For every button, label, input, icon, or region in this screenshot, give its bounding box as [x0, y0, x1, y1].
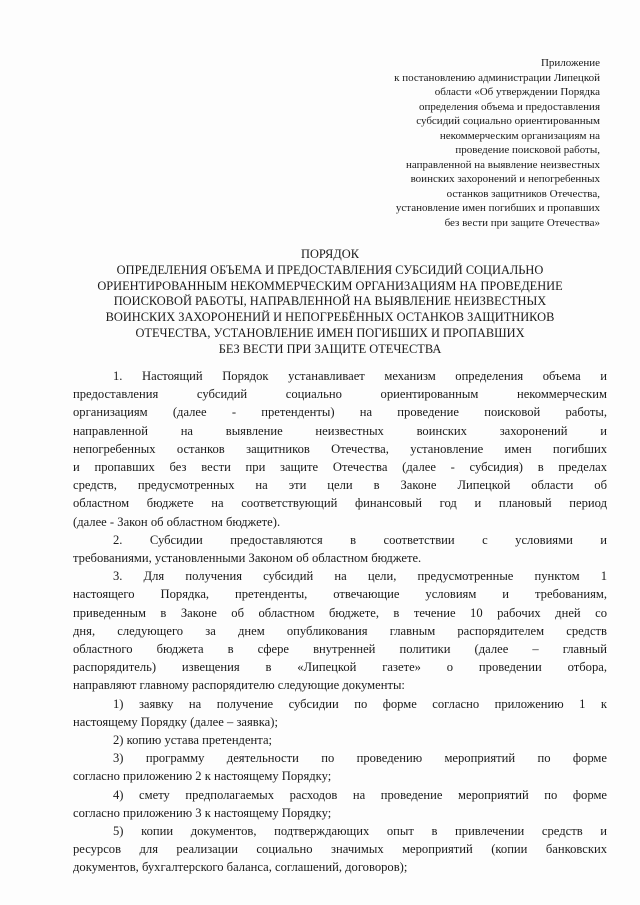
- appendix-header: [300, 56, 600, 230]
- text-line: настоящему Порядку (далее – заявка);: [73, 714, 278, 729]
- text-line: непогребенных останков защитников Отечества, установление имен погибших: [73, 441, 607, 456]
- text-line: 1. Настоящий Порядок устанавливает механизм определения объема и: [113, 369, 607, 383]
- text-line: направляют главному распорядителю следующие документы:: [73, 678, 405, 693]
- text-line: областном бюджете на соответствующий финансовый год и плановый период: [73, 496, 607, 511]
- text-line: средств, предусмотренных на эти цели в Законе Липецкой области об: [73, 478, 607, 493]
- list-item-5: [73, 822, 607, 877]
- list-item-3: [73, 749, 607, 785]
- appendix-line: Приложение: [540, 57, 600, 69]
- appendix-line: установление имен погибших и пропавших: [395, 202, 600, 214]
- list-item-1: [73, 695, 607, 731]
- text-line: дня, следующего за днем опубликования главным распорядителем средств: [73, 623, 607, 638]
- document-title: [70, 247, 590, 358]
- title-line: ОПРЕДЕЛЕНИЯ ОБЪЕМА И ПРЕДОСТАВЛЕНИЯ СУБСИДИЙ СОЦИАЛЬНО: [116, 262, 544, 277]
- paragraph-1: [73, 367, 607, 531]
- text-line: настоящего Порядка, претенденты, отвечающие условиям и требованиям,: [73, 587, 607, 602]
- document-body: [73, 367, 607, 877]
- list-item-4: [73, 786, 607, 822]
- text-line: 2) копию устава претендента;: [113, 733, 273, 748]
- text-line: 1) заявку на получение субсидии по форме согласно приложению 1 к: [113, 696, 607, 711]
- text-line: ресурсов для реализации социально значимых мероприятий (копии банковских: [73, 842, 607, 857]
- title-line: БЕЗ ВЕСТИ ПРИ ЗАЩИТЕ ОТЕЧЕСТВА: [218, 341, 442, 356]
- appendix-line: некоммерческим организациям на: [439, 129, 600, 142]
- title-line: ПОРЯДОК: [301, 247, 359, 261]
- text-line: распорядитель) извещения в «Липецкой газете» о проведении отбора,: [73, 660, 607, 675]
- title-line: ВОИНСКИХ ЗАХОРОНЕНИЙ И НЕПОГРЕБЁННЫХ ОСТАНКОВ ЗАЩИТНИКОВ: [105, 310, 555, 325]
- text-line: документов, бухгалтерского баланса, соглашений, договоров);: [73, 860, 408, 875]
- text-line: предоставления субсидий социально ориентированным некоммерческим: [73, 387, 607, 402]
- appendix-line: останков защитников Отечества,: [446, 187, 600, 200]
- text-line: и пропавших без вести при защите Отечества (далее - субсидия) в пределах: [73, 460, 607, 475]
- title-line: ОРИЕНТИРОВАННЫМ НЕКОММЕРЧЕСКИМ ОРГАНИЗАЦИЯМ НА ПРОВЕДЕНИЕ: [97, 278, 563, 293]
- text-line: 2. Субсидии предоставляются в соответствии с условиями и: [113, 532, 607, 547]
- appendix-line: субсидий социально ориентированным: [416, 115, 600, 127]
- list-item-2: [113, 731, 607, 749]
- appendix-line: определения объема и предоставления: [418, 100, 600, 113]
- appendix-line: воинских захоронений и непогребенных: [410, 173, 600, 185]
- appendix-line: направленной на выявление неизвестных: [406, 158, 600, 171]
- appendix-line: к постановлению администрации Липецкой: [394, 71, 600, 84]
- text-line: 3) программу деятельности по проведению мероприятий по форме: [113, 751, 607, 766]
- text-line: областного бюджета в сфере внутренней политики (далее – главный: [73, 642, 607, 657]
- appendix-line: без вести при защите Отечества»: [444, 216, 600, 229]
- text-line: 3. Для получения субсидий на цели, предусмотренные пунктом 1: [113, 569, 607, 584]
- title-line: ПОИСКОВОЙ РАБОТЫ, НАПРАВЛЕННОЙ НА ВЫЯВЛЕНИЕ НЕИЗВЕСТНЫХ: [113, 294, 547, 309]
- text-line: (далее - Закон об областном бюджете).: [73, 514, 281, 529]
- appendix-line: проведение поисковой работы,: [455, 144, 600, 156]
- paragraph-2: [73, 531, 607, 567]
- text-line: требованиями, установленными Законом об областном бюджете.: [73, 551, 422, 566]
- text-line: приведенным в Законе об областном бюджете, в течение 10 рабочих дней со: [73, 605, 607, 620]
- text-line: согласно приложению 3 к настоящему Порядку;: [73, 805, 332, 820]
- appendix-line: области «Об утверждении Порядка: [434, 86, 600, 98]
- text-line: организациям (далее - претенденты) на проведение поисковой работы,: [73, 405, 607, 420]
- title-line: ОТЕЧЕСТВА, УСТАНОВЛЕНИЕ ИМЕН ПОГИБШИХ И ПРОПАВШИХ: [135, 325, 525, 340]
- text-line: 4) смету предполагаемых расходов на проведение мероприятий по форме: [113, 787, 607, 802]
- paragraph-3: [73, 567, 607, 694]
- text-line: направленной на выявление неизвестных воинских захоронений и: [73, 423, 607, 438]
- text-line: согласно приложению 2 к настоящему Порядку;: [73, 769, 332, 784]
- text-line: 5) копии документов, подтверждающих опыт в привлечении средств и: [113, 824, 607, 839]
